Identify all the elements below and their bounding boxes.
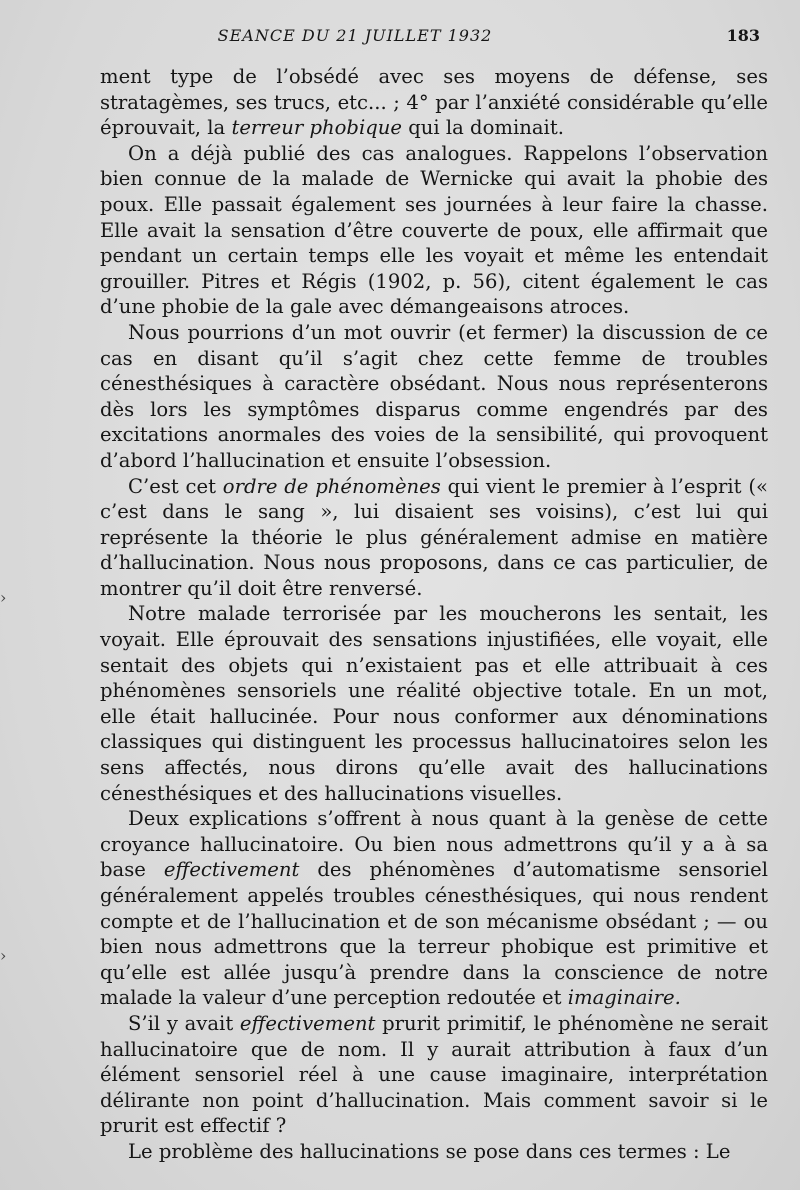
italic-text: effectivement [163, 858, 300, 882]
text-segment: C’est cet [128, 474, 223, 498]
text-segment: Deux explications s’offrent à nous quant à la genèse de cette croyance hallucinatoire. Ou bien nous admettrons qu’il y a à sa base [100, 807, 768, 882]
text-segment: S’il y avait [128, 1011, 240, 1035]
running-header [0, 26, 800, 50]
text-segment: Nous pourrions d’un mot ouvrir (et fermer) la discussion de ce cas en disant qu’il s’agit chez cette femme de troubles cénesthésiques à caractère obsédant. Nous nous représenterons dès lors les symptômes disparus comme engendrés par des excitations anormales des voies de la sensibilité, qui provoquent d’abord l’hallucination et ensuite l’obsession. [100, 320, 768, 472]
text-segment: Notre malade terrorisée par les moucherons les sentait, les voyait. Elle éprouvait des sensations injustifiées, elle voyait, elle sentait des objets qui n’existaient pas et elle attribuait à ces phénomènes sensoriels une réalité objective totale. En un mot, elle était hallucinée. Pour nous conformer aux dénominations classiques qui distinguent les processus hallucinatoires selon les sens affectés, nous dirons qu’elle avait des hallucinations cénesthésiques et des hallucinations visuelles. [100, 602, 768, 805]
text-segment: ment type de l’obsédé avec ses moyens de défense, ses stratagèmes, ses trucs, etc... ; 4° par l’anxiété considérable qu’elle éprouvait, la [100, 65, 768, 140]
text-segment: Le problème des hallucinations se pose dans ces termes : Le [128, 1139, 731, 1163]
paragraph [100, 64, 768, 141]
page-number: 183 [726, 26, 760, 45]
text-segment: qui vient le premier à l’esprit (« c’est dans le sang », lui disaient ses voisins), c’est lui qui représente la théorie le plus généralement admise en matière d’hallucination. Nous nous proposons, dans ce cas particulier, de montrer qu’il doit être renversé. [100, 474, 768, 600]
margin-mark-icon: › [0, 946, 7, 965]
italic-text: effectivement [239, 1011, 376, 1035]
paragraph [100, 474, 768, 602]
body-text [100, 64, 768, 1165]
text-segment: des phénomènes d’automatisme sensoriel généralement appelés troubles cénesthésiques, qui nous rendent compte et de l’hallucination et de son mécanisme obsédant ; — ou bien nous admettrons que la terreur phobique est primitive et qu’elle est allée jusqu’à prendre dans la conscience de notre malade la valeur d’une perception redoutée et [100, 858, 769, 1010]
paragraph [100, 141, 768, 320]
paragraph [100, 601, 768, 806]
paragraph [100, 806, 768, 1011]
italic-text: terreur phobique [231, 116, 402, 140]
italic-text: imaginaire. [567, 986, 681, 1010]
text-segment: prurit primitif, le phénomène ne serait hallucinatoire que de nom. Il y aurait attribution à faux d’un élément sensoriel réel à une cause imaginaire, interprétation délirante non point d’hallucination. Mais comment savoir si le prurit est effectif ? [100, 1011, 768, 1138]
text-segment: qui la dominait. [402, 116, 564, 140]
paragraph [100, 1011, 768, 1139]
header-title: SEANCE DU 21 JUILLET 1932 [217, 26, 493, 45]
margin-mark-icon: › [0, 588, 7, 607]
paragraph [100, 320, 768, 474]
italic-text: ordre de phénomènes [222, 474, 441, 498]
text-segment: On a déjà publié des cas analogues. Rappelons l’observation bien connue de la malade de Wernicke qui avait la phobie des poux. Elle passait également ses journées à leur faire la chasse. Elle avait la sensation d’être couverte de poux, elle affirmait que pendant un certain temps elle les voyait et même les entendait grouiller. Pitres et Régis (1902, p. 56), citent également le cas d’une phobie de la gale avec démangeaisons atroces. [100, 141, 768, 319]
paragraph [100, 1139, 768, 1165]
